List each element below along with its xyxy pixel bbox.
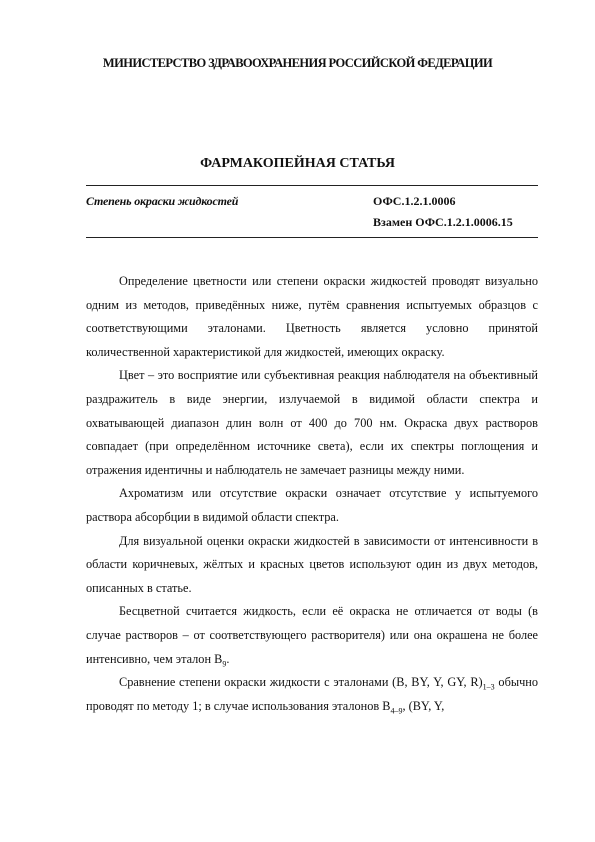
header-top-rule (86, 185, 538, 186)
paragraph-colorless-tail: . (226, 651, 230, 666)
paragraph-definition: Определение цветности или степени окраски жидкостей проводят визуально одним из методов, приведённых ниже, путём сравнения испытуемых образцов с соответствующими эталонами. Цветность является условно принятой количественной характеристикой для жидкостей, имеющих окраску. (86, 274, 538, 359)
article-body (86, 270, 538, 718)
paragraph-colorless (86, 600, 538, 671)
paragraph-colorless-sub: 9 (222, 658, 227, 668)
ministry-title: МИНИСТЕРСТВО ЗДРАВООХРАНЕНИЯ РОССИЙСКОЙ ФЕДЕРАЦИИ (102, 56, 493, 70)
article-replaces: Взамен ОФС.1.2.1.0006.15 (373, 215, 513, 229)
paragraph-color: Цвет – это восприятие или субъективная реакция наблюдателя на объективный раздражитель в виде энергии, излучаемой в видимой области спектра и охватывающей диапазон длин волн от 400 до 700 нм. Окраска двух растворов совпадает (при определённом источнике света), если их спектры поглощения и отражения идентичны и наблюдатель не замечает разницы между ними. (86, 368, 538, 477)
paragraph-comparison-text-1: Сравнение степени окраски жидкости с эталонами (B, BY, Y, GY, R) (119, 675, 483, 690)
article-type-title: ФАРМАКОПЕЙНАЯ СТАТЬЯ (200, 156, 395, 171)
article-code: ОФС.1.2.1.0006 (373, 194, 456, 208)
paragraph-colorless-text: Бесцветной считается жидкость, если её окраска не отличается от воды (в случае растворов – от соответствующего растворителя) или она окрашена не более интенсивно, чем эталон B (86, 604, 538, 666)
paragraph-comparison-sub-1: 1–3 (482, 682, 495, 692)
header-bottom-rule (86, 237, 538, 238)
paragraph-comparison-text-3: , (BY, Y, (402, 698, 445, 713)
paragraph-comparison-text-2: обычно проводят по методу 1; в случае использования эталонов B (86, 675, 539, 713)
article-name: Степень окраски жидкостей (86, 194, 239, 208)
paragraph-comparison (86, 671, 538, 718)
paragraph-methods: Для визуальной оценки окраски жидкостей в зависимости от интенсивности в области коричневых, жёлтых и красных цветов используют один из двух методов, описанных в статье. (86, 533, 538, 595)
paragraph-comparison-sub-2: 4–9 (390, 706, 403, 716)
paragraph-achromatism: Ахроматизм или отсутствие окраски означает отсутствие у испытуемого раствора абсорбции в видимой области спектра. (86, 486, 538, 524)
